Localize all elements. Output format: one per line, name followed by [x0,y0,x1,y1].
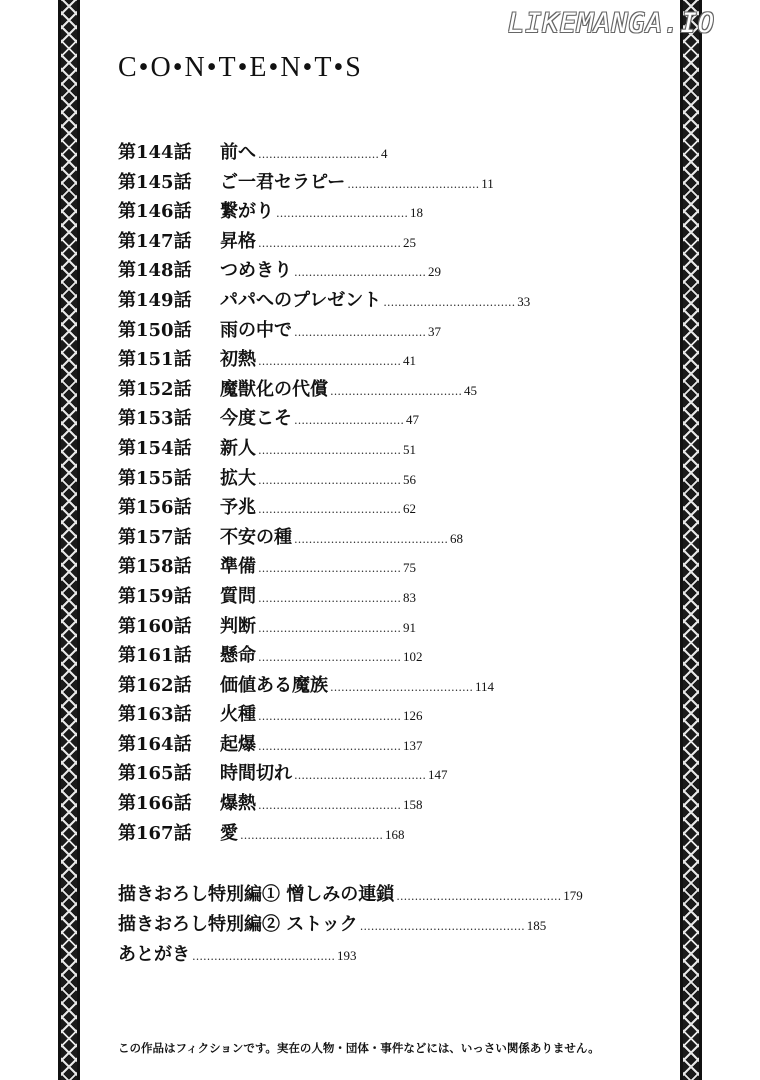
page-number: 62 [403,501,416,517]
dot-leader: ………………………………… [258,799,401,813]
chapter-number: 第148話 [118,260,192,282]
dot-leader: ………………………………… [240,828,383,842]
chapter-number: 第167話 [118,822,192,844]
chapter-number: 第145話 [118,171,192,193]
chapter-number: 第159話 [118,585,192,607]
page-number: 41 [403,353,416,369]
chapter-title: 価値ある魔族 [220,674,328,696]
toc-row [118,168,618,198]
toc-row [118,464,618,494]
page-number: 91 [403,619,416,635]
page-number: 37 [428,323,441,339]
chapter-title: 質問 [220,585,256,607]
chapter-number: 第166話 [118,793,192,815]
dot-leader: ……………………………… [294,769,426,783]
chapter-title: 雨の中で [220,319,292,341]
page-number: 18 [410,205,423,221]
decorative-border-left [58,0,80,1080]
chapter-title: 時間切れ [220,763,292,785]
toc-row [118,819,618,849]
dot-leader: ……………………………………… [396,890,562,903]
chapter-title: ご一君セラピー [220,171,346,193]
chapter-title: 判断 [220,615,256,637]
extra-row [118,940,638,970]
page-number: 25 [403,234,416,250]
extra-title: 描きおろし特別編① 憎しみの連鎖 [118,884,395,905]
chapter-number: 第154話 [118,437,192,459]
chapter-title: 起爆 [220,733,256,755]
page-number: 179 [563,888,583,903]
toc-row [118,730,618,760]
dot-leader: ………………………………… [192,950,335,963]
toc-row [118,493,618,523]
toc-row [118,256,618,286]
dot-leader: ………………………………… [258,739,401,753]
page-number: 4 [381,146,388,161]
toc-row [118,286,618,316]
page-number: 56 [403,471,416,487]
disclaimer-text: この作品はフィクションです。実在の人物・団体・事件などには、いっさい関係ありません。 [118,1041,600,1055]
dot-leader: ……………………………… [347,177,480,191]
chapter-number: 第157話 [118,526,192,548]
chapter-title: パパへのプレゼント [220,289,382,311]
page-number: 185 [526,918,547,933]
extras-list [118,880,638,970]
dot-leader: …………………………… [258,148,379,161]
page-number: 137 [403,737,423,753]
page-number: 47 [406,412,419,428]
chapter-title: 今度こそ [220,408,292,430]
toc-row [118,759,618,789]
dot-leader: ……………………………… [294,325,426,339]
dot-leader: ………………………………… [330,680,473,694]
chapter-title: 前へ [220,142,256,163]
dot-leader: ………………………………… [258,236,401,250]
chapter-number: 第160話 [118,615,192,637]
extra-row [118,880,638,910]
dot-leader: ………………………………… [258,443,401,457]
toc-row [118,700,618,730]
chapter-number: 第158話 [118,556,192,578]
chapter-title: 準備 [220,556,256,578]
toc-row [118,345,618,375]
chapter-title: 初熱 [220,349,256,371]
dot-leader: ……………………………… [383,295,516,309]
dot-leader: …………………………………… [294,532,448,546]
dot-leader: ………………………………… [258,473,401,487]
page-number: 102 [403,649,423,665]
page-number: 83 [403,589,416,605]
dot-leader: ………………………………… [258,591,401,605]
chapter-number: 第165話 [118,763,192,785]
page-number: 11 [481,175,494,191]
chapter-number: 第161話 [118,645,192,667]
dot-leader: ………………………………… [258,355,401,369]
page-number: 147 [428,767,448,783]
chapter-title: 火種 [220,704,256,726]
page-number: 75 [403,560,416,576]
dot-leader: ……………………………… [276,207,408,221]
chapter-number: 第147話 [118,230,192,252]
page-number: 68 [450,530,463,546]
page-number: 126 [403,708,423,724]
page-number: 29 [428,264,441,280]
toc-row [118,552,618,582]
page-number: 193 [337,948,357,963]
chapter-title: 新人 [220,437,256,459]
chapter-title: 不安の種 [220,526,292,548]
chapter-title: 昇格 [220,230,256,252]
toc-row [118,582,618,612]
chapter-title: 爆熱 [220,793,256,815]
dot-leader: ………………………………… [258,651,401,665]
toc-row [118,641,618,671]
chapter-number: 第153話 [118,408,192,430]
extra-row [118,910,638,940]
chapter-number: 第164話 [118,733,192,755]
chapter-title: つめきり [220,260,292,282]
chapter-title: 魔獣化の代償 [220,378,328,400]
dot-leader: ………………………………… [258,503,401,517]
dot-leader: ……………………………… [294,266,426,280]
extra-title: 描きおろし特別編② ストック [118,914,358,935]
chapter-number: 第156話 [118,497,192,519]
page-number: 158 [403,797,423,813]
chapter-number: 第163話 [118,704,192,726]
toc-row [118,671,618,701]
chapter-number: 第150話 [118,319,192,341]
toc-row [118,316,618,346]
chapter-number: 第151話 [118,349,192,371]
dot-leader: ………………………………… [258,710,401,724]
chapter-title: 予兆 [220,497,256,519]
extra-title: あとがき [118,944,190,965]
chapter-number: 第146話 [118,201,192,223]
page-number: 33 [517,293,531,309]
toc-row [118,227,618,257]
chapter-number: 第152話 [118,378,192,400]
chapter-number: 第155話 [118,467,192,489]
page-number: 114 [475,678,495,694]
chapter-title: 繋がり [220,201,274,223]
decorative-border-right [680,0,702,1080]
chapter-number: 第162話 [118,674,192,696]
dot-leader: ……………………………… [330,384,462,398]
dot-leader: ………………………………… [258,562,401,576]
toc-row [118,375,618,405]
toc-row [118,404,618,434]
chapter-list [118,138,618,848]
page-number: 168 [385,826,405,842]
toc-row [118,789,618,819]
page-title: C•O•N•T•E•N•T•S [118,52,363,83]
toc-row [118,197,618,227]
chapter-title: 愛 [220,822,238,844]
chapter-title: 懸命 [220,645,256,667]
watermark: LIKEMANGA.IO [508,8,716,39]
chapter-number: 第149話 [118,289,192,311]
toc-row [118,138,618,168]
chapter-number: 第144話 [118,142,192,163]
chapter-title: 拡大 [220,467,256,489]
toc-row [118,434,618,464]
toc-row [118,612,618,642]
toc-row [118,523,618,553]
dot-leader: ………………………………… [258,621,401,635]
dot-leader: ………………………… [294,414,404,428]
page-number: 45 [464,382,477,398]
page-number: 51 [403,441,416,457]
dot-leader: ……………………………………… [359,920,525,933]
